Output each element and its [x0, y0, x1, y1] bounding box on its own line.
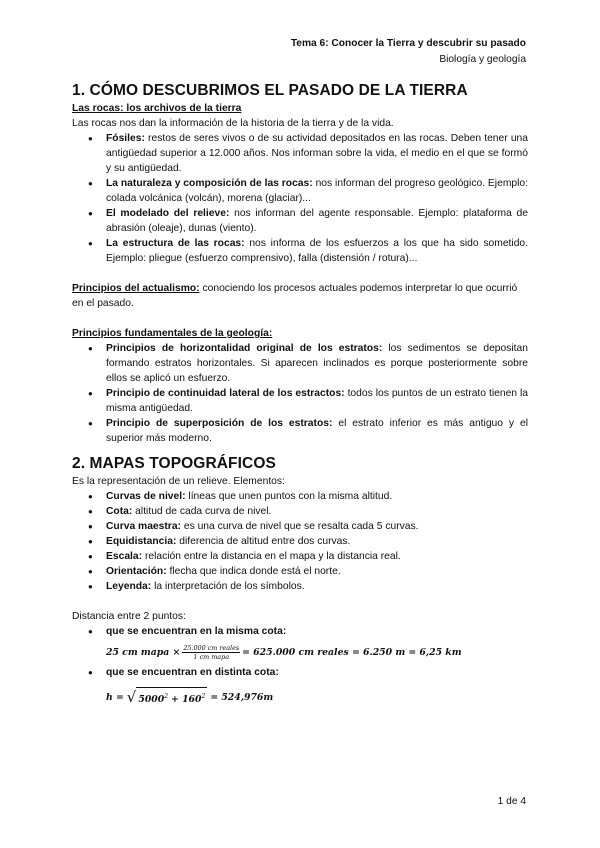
- formula-2-exponent-2: 2: [201, 692, 206, 700]
- list-item: [72, 341, 528, 386]
- formula-2-term-1: 5000: [138, 694, 165, 706]
- page-number: 1 de 4: [497, 796, 526, 807]
- document-title: Tema 6: Conocer la Tierra y descubrir su pasado: [290, 38, 526, 49]
- list-item-text: la interpretación de los símbolos.: [151, 581, 305, 592]
- list-item-term: Curvas de nivel:: [106, 491, 186, 502]
- list-item: [72, 579, 528, 594]
- list-item-term: Equidistancia:: [106, 536, 177, 547]
- map-elements-list: [72, 489, 528, 594]
- list-item: [72, 236, 528, 266]
- list-item: [72, 386, 528, 416]
- list-item-term: La naturaleza y composición de las rocas:: [106, 178, 313, 189]
- formula-1-rhs: = 625.000 cm reales = 6.250 m = 6,25 km: [242, 646, 462, 658]
- formula-1-numerator: 25.000 cm reales: [183, 643, 240, 652]
- list-item-text: todos los puntos de un estrato tienen la misma antigüedad.: [106, 388, 528, 414]
- formula-same-elevation: [72, 639, 528, 665]
- radical-sign-icon: √: [126, 687, 137, 706]
- list-item-term: Principios de horizontalidad original de los estratos:: [106, 343, 383, 354]
- rocks-intro: Las rocas nos dan la información de la historia de la tierra y de la vida.: [72, 118, 394, 129]
- formula-1-fraction: [182, 644, 240, 661]
- rocks-list: [72, 131, 528, 266]
- list-item: [72, 489, 528, 504]
- list-item: [72, 131, 528, 176]
- formula-2-plus-term: + 160: [171, 694, 202, 706]
- list-item-text: nos informa de los esfuerzos a los que ha sido sometido. Ejemplo: pliegue (esfuerzo comprensivo), falla (distensión / rotura)...: [106, 238, 529, 264]
- list-item: [72, 564, 528, 579]
- list-item-term: Cota:: [106, 506, 133, 517]
- list-item-text: diferencia de altitud entre dos curvas.: [176, 536, 351, 547]
- list-item-term: Escala:: [106, 551, 143, 562]
- distance-cases-list: [72, 624, 528, 639]
- list-item-term: La estructura de las rocas:: [106, 238, 245, 249]
- document-subject: Biología y geología: [439, 54, 526, 65]
- list-item: [72, 176, 528, 206]
- list-item-text: flecha que indica donde está el norte.: [166, 566, 341, 577]
- actualism-label: Principios del actualismo:: [72, 283, 200, 294]
- list-item-term: Leyenda:: [106, 581, 152, 592]
- maps-intro: Es la representación de un relieve. Elementos:: [72, 476, 285, 487]
- case-1-label: que se encuentran en la misma cota:: [106, 626, 287, 637]
- formula-different-elevation: [72, 682, 528, 712]
- formula-1-denominator: 1 cm mapa: [193, 652, 230, 661]
- section-2-heading: 2. MAPAS TOPOGRÁFICOS: [72, 455, 276, 472]
- radicand: [136, 687, 207, 707]
- list-item: [72, 519, 528, 534]
- list-item: [72, 206, 528, 236]
- list-item-term: El modelado del relieve:: [106, 208, 230, 219]
- list-item-text: los sedimentos se depositan formando estratos horizontales. Si aparecen inclinados es porque posteriormente sobre ellos se aplicó un esfuerzo.: [106, 343, 528, 384]
- distance-cases-list-2: [72, 665, 528, 680]
- list-item-text: nos informan del progreso geológico. Ejemplo: colada volcánica (volcán), morena (glaciar)...: [106, 178, 528, 204]
- list-item-term: Fósiles:: [106, 133, 145, 144]
- principles-subheading: Principios fundamentales de la geología:: [72, 328, 273, 339]
- formula-2-exponent-1: 2: [164, 692, 169, 700]
- actualism-paragraph: [72, 281, 528, 311]
- list-item: [72, 665, 528, 680]
- list-item-text: relación entre la distancia en el mapa y la distancia real.: [142, 551, 401, 562]
- distance-intro: Distancia entre 2 puntos:: [72, 611, 186, 622]
- list-item-term: Principio de continuidad lateral de los estractos:: [106, 388, 345, 399]
- list-item-text: altitud de cada curva de nivel.: [132, 506, 272, 517]
- list-item-term: Orientación:: [106, 566, 167, 577]
- list-item-text: restos de seres vivos o de su actividad depositados en las rocas. Deben tener una antigüedad superior a 12.000 años. Nos informan sobre la vida, el medio en el que se formó y su antigüedad.: [106, 133, 528, 174]
- principles-list: [72, 341, 528, 446]
- square-root: [127, 687, 208, 707]
- list-item: [72, 534, 528, 549]
- list-item-text: es una curva de nivel que se resalta cada 5 curvas.: [180, 521, 419, 532]
- actualism-text: conociendo los procesos actuales podemos interpretar lo que ocurrió en el pasado.: [72, 283, 518, 309]
- list-item: [72, 549, 528, 564]
- list-item-text: el estrato inferior es más antiguo y el superior más moderno.: [106, 418, 528, 444]
- rocks-subheading: Las rocas: los archivos de la tierra: [72, 103, 242, 114]
- case-2-label: que se encuentran en distinta cota:: [106, 667, 279, 678]
- formula-2-rhs: = 524,976m: [210, 691, 274, 703]
- list-item: [72, 416, 528, 446]
- formula-1-lhs: 25 cm mapa ×: [106, 646, 181, 658]
- list-item-term: Principio de superposición de los estratos:: [106, 418, 333, 429]
- list-item-term: Curva maestra:: [106, 521, 181, 532]
- section-1-heading: 1. CÓMO DESCUBRIMOS EL PASADO DE LA TIERRA: [72, 82, 468, 99]
- main-content: [72, 78, 528, 712]
- list-item: [72, 504, 528, 519]
- list-item: [72, 624, 528, 639]
- list-item-text: nos informan del agente responsable. Ejemplo: plataforma de abrasión (oleaje), dunas (viento).: [106, 208, 528, 234]
- formula-2-lhs: h =: [106, 691, 124, 703]
- list-item-text: líneas que unen puntos con la misma altitud.: [185, 491, 393, 502]
